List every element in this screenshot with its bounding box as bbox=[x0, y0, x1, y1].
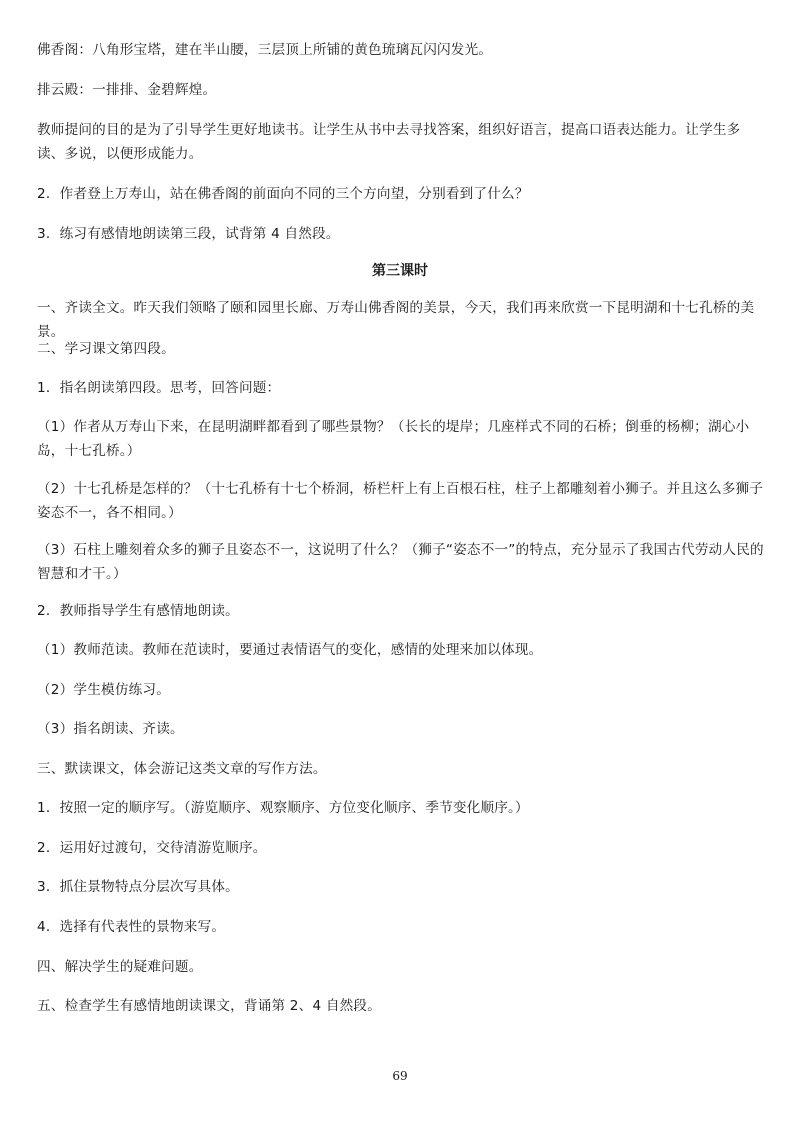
paragraph-q2: （2）十七孔桥是怎样的？（十七孔桥有十七个桥洞，桥栏杆上有上百根石柱，柱子上都雕刻着小狮子。并且这么多狮子姿态不一，各不相同。） bbox=[37, 481, 764, 521]
paragraph-model-reading: （1）教师范读。教师在范读时，要通过表情语气的变化，感情的处理来加以体现。 bbox=[37, 642, 543, 658]
paragraph-imitate: （2）学生模仿练习。 bbox=[37, 682, 170, 698]
paragraph-step-4: 四、解决学生的疑难问题。 bbox=[37, 959, 203, 975]
paragraph-method-4: 4．选择有代表性的景物来写。 bbox=[37, 919, 226, 935]
paragraph-teacher-purpose: 教师提问的目的是为了引导学生更好地读书。让学生从书中去寻找答案，组织好语言，提高口语表达能力。让学生多读、多说，以便形成能力。 bbox=[37, 122, 741, 162]
paragraph-foxiangge: 佛香阁：八角形宝塔，建在半山腰，三层顶上所铺的黄色琉璃瓦闪闪发光。 bbox=[37, 42, 493, 58]
paragraph-read-aloud: （3）指名朗读、齐读。 bbox=[37, 721, 184, 737]
paragraph-question-2: 2．作者登上万寿山，站在佛香阁的前面向不同的三个方向望，分别看到了什么？ bbox=[37, 186, 529, 202]
paragraph-step-3: 三、默读课文，体会游记这类文章的写作方法。 bbox=[37, 761, 327, 777]
page-number: 69 bbox=[392, 1069, 408, 1083]
paragraph-paiyundian: 排云殿：一排排、金碧辉煌。 bbox=[37, 82, 217, 98]
paragraph-method-3: 3．抓住景物特点分层次写具体。 bbox=[37, 879, 239, 895]
paragraph-q3: （3）石柱上雕刻着众多的狮子且姿态不一，这说明了什么？（狮子“姿态不一”的特点，充分显示了我国古代劳动人民的智慧和才干。） bbox=[37, 542, 764, 582]
paragraph-method-2: 2．运用好过渡句，交待清游览顺序。 bbox=[37, 840, 267, 856]
paragraph-practice-3: 3．练习有感情地朗读第三段，试背第 4 自然段。 bbox=[37, 226, 340, 242]
paragraph-method-1: 1．按照一定的顺序写。（游览顺序、观察顺序、方位变化顺序、季节变化顺序。） bbox=[37, 800, 529, 816]
paragraph-read-4th: 1．指名朗读第四段。思考，回答问题： bbox=[37, 380, 281, 396]
paragraph-step-5: 五、检查学生有感情地朗读课文，背诵第 2、4 自然段。 bbox=[37, 998, 381, 1014]
paragraph-step-1: 一、齐读全文。昨天我们领略了颐和园里长廊、万寿山佛香阁的美景，今天，我们再来欣赏一下昆明湖和十七孔桥的美景。 bbox=[37, 300, 755, 340]
paragraph-teacher-guide: 2．教师指导学生有感情地朗读。 bbox=[37, 603, 239, 619]
section-heading: 第三课时 bbox=[372, 263, 428, 279]
paragraph-step-2: 二、学习课文第四段。 bbox=[37, 341, 175, 357]
paragraph-q1: （1）作者从万寿山下来，在昆明湖畔都看到了哪些景物？（长长的堤岸；几座样式不同的石桥；倒垂的杨柳；湖心小岛，十七孔桥。） bbox=[37, 419, 750, 459]
